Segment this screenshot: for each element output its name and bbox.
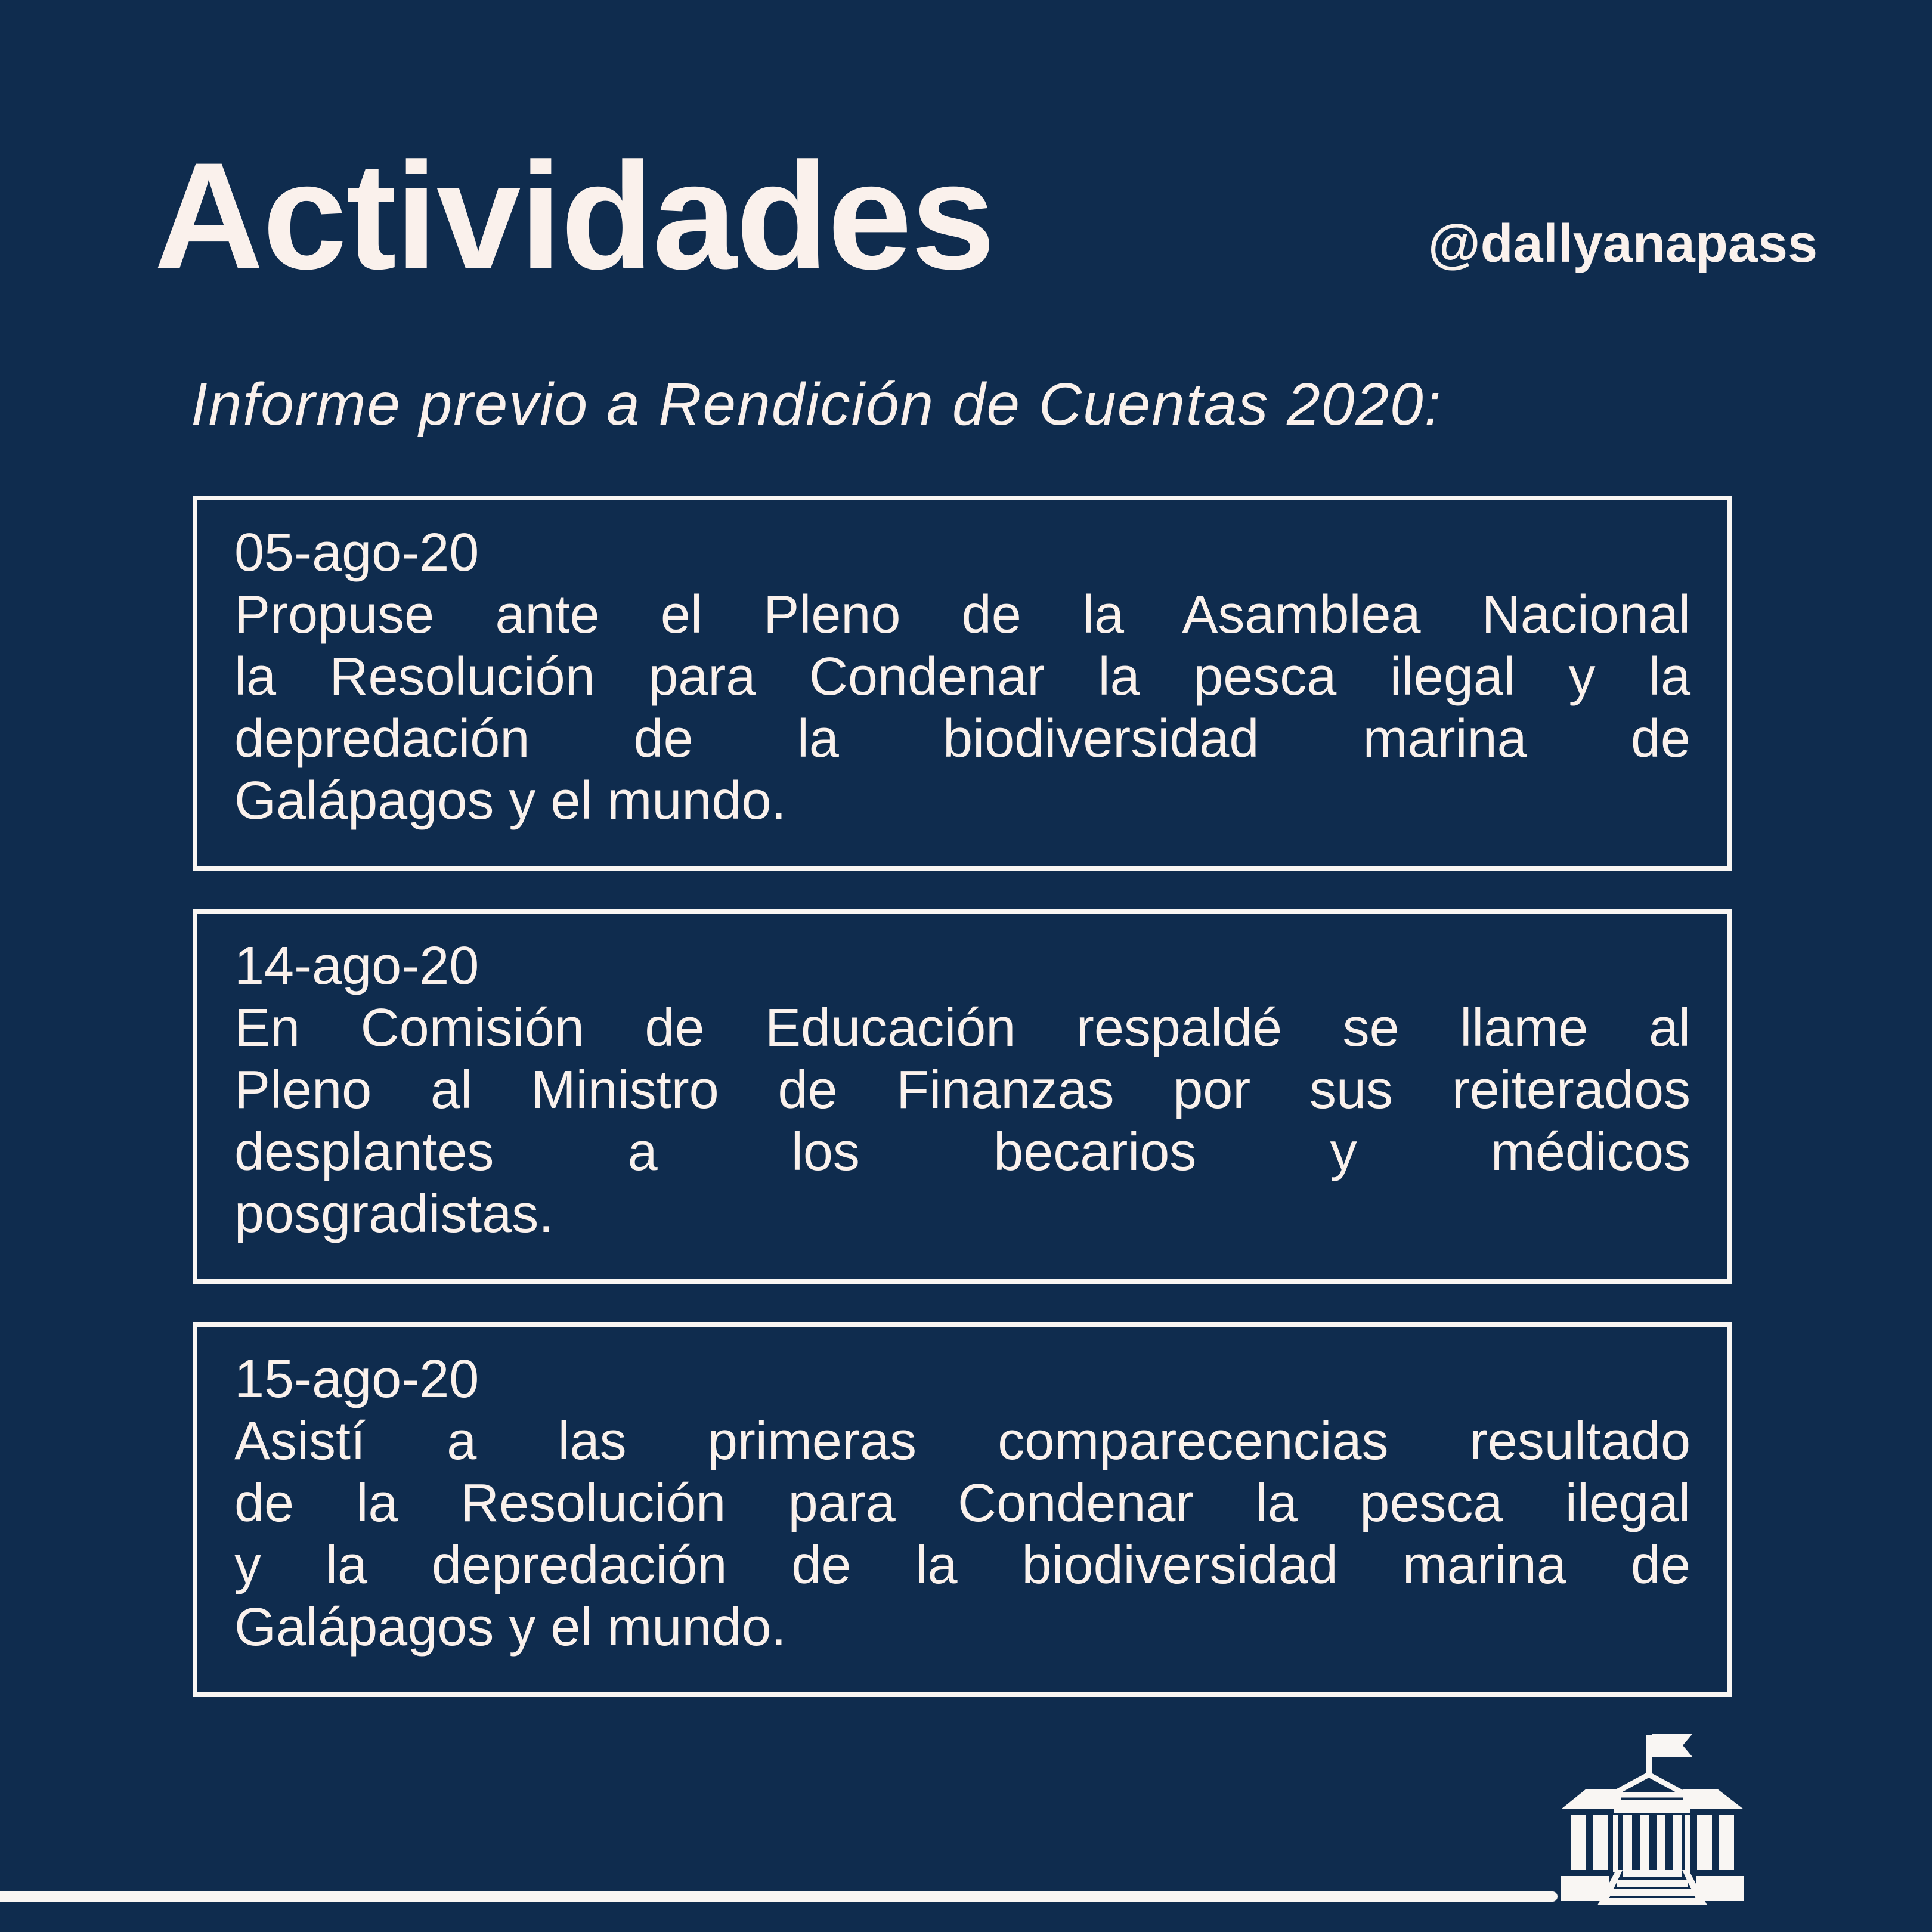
activity-line: Galápagos y el mundo. [234, 1597, 787, 1657]
activity-text [234, 1410, 1690, 1658]
activity-line: En Comisión de Educación respaldé se llame al [234, 998, 1690, 1058]
flag [1652, 1734, 1692, 1757]
activity-date: 15-ago-20 [234, 1349, 479, 1409]
activity-date: 14-ago-20 [234, 936, 479, 996]
activity-text [234, 997, 1690, 1245]
activity-list [193, 496, 1732, 1735]
activity-card [193, 496, 1732, 871]
footer-rule [0, 1891, 1558, 1902]
government-building-icon [1556, 1730, 1748, 1905]
activity-line: la Resolución para Condenar la pesca ilegal y la [234, 647, 1690, 707]
activity-line: depredación de la biodiversidad marina de [234, 709, 1690, 769]
social-handle: @dallyanapass [1428, 214, 1818, 274]
activity-line: y la depredación de la biodiversidad marina de [234, 1535, 1690, 1595]
pediment [1611, 1775, 1686, 1795]
flag-pole [1646, 1735, 1652, 1778]
activity-card [193, 1322, 1732, 1697]
activity-text [234, 584, 1690, 832]
activity-line: Galápagos y el mundo. [234, 771, 787, 831]
page-title: Actividades [154, 131, 995, 301]
activity-line: posgradistas. [234, 1184, 554, 1244]
activity-line: de la Resolución para Condenar la pesca ilegal [234, 1473, 1690, 1533]
activity-line: Asistí a las primeras comparecencias resultado [234, 1411, 1690, 1471]
activity-line: Pleno al Ministro de Finanzas por sus reiterados [234, 1060, 1690, 1120]
report-subtitle: Informe previo a Rendición de Cuentas 2020: [191, 371, 1442, 438]
activity-line: desplantes a los becarios y médicos [234, 1122, 1690, 1182]
activity-card [193, 909, 1732, 1284]
activity-date: 05-ago-20 [234, 523, 479, 583]
activity-line: Propuse ante el Pleno de la Asamblea Nacional [234, 585, 1690, 645]
